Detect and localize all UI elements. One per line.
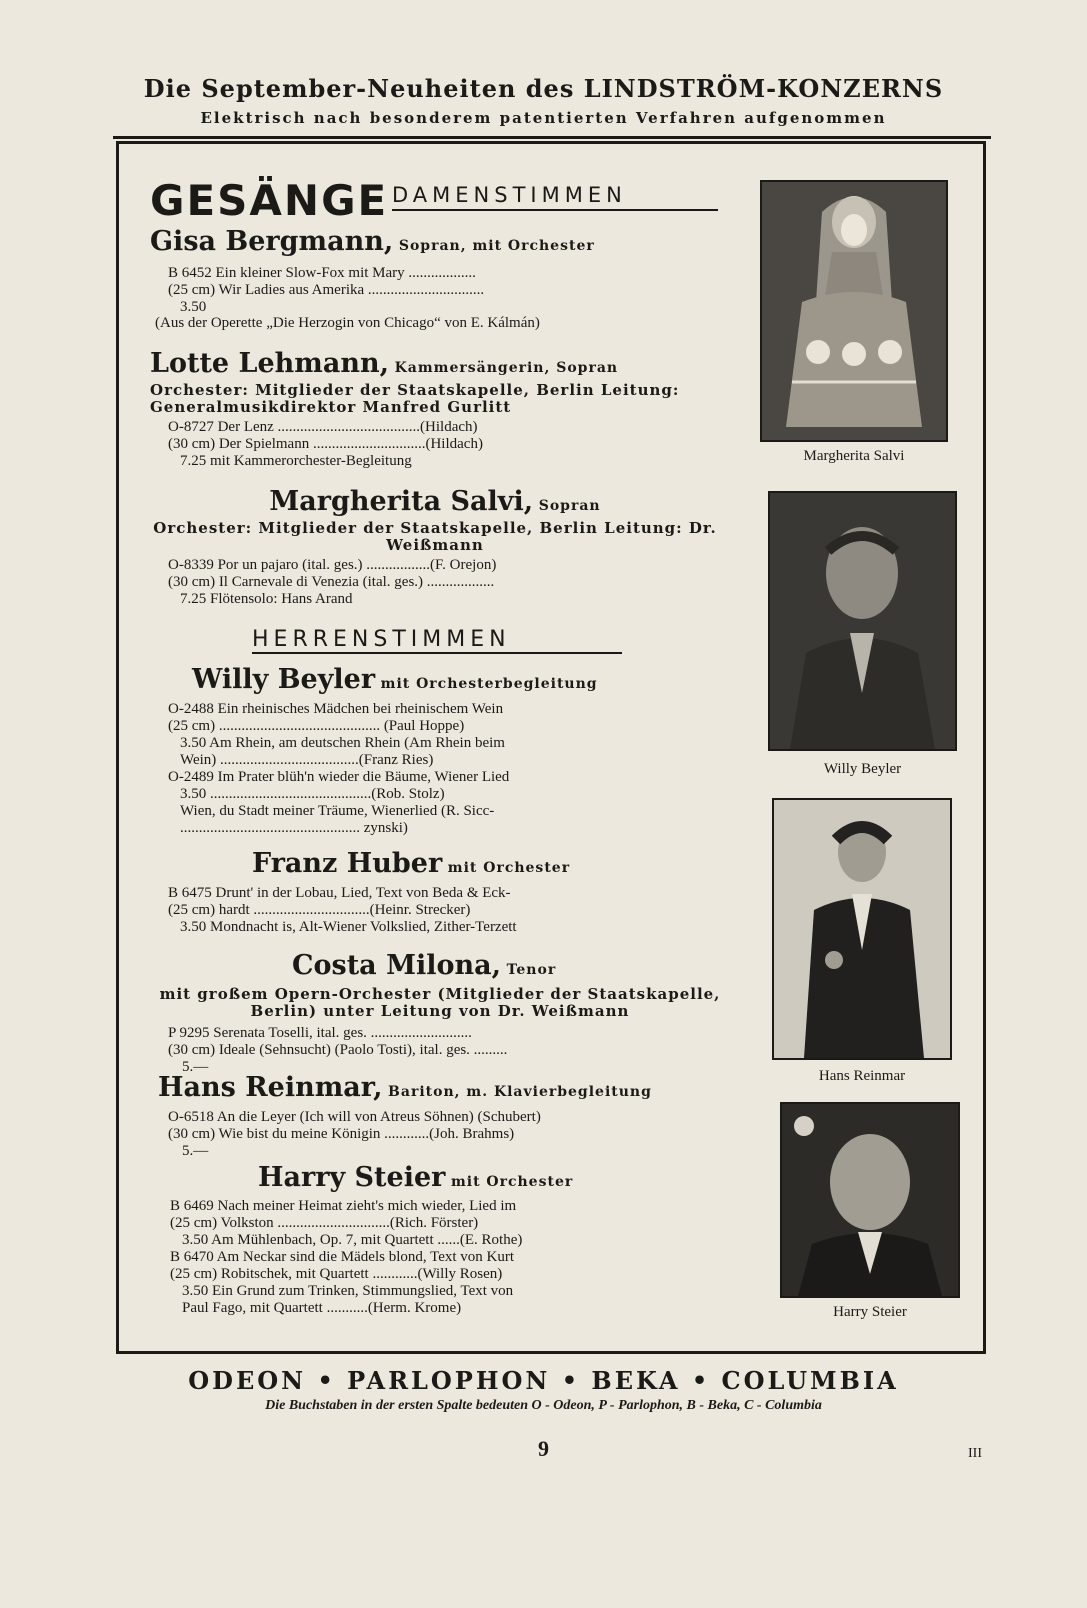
entry-line: O-2489 Im Prater blüh'n wieder die Bäume, Wiener Lied	[168, 769, 510, 785]
entry-line: 3.50 Am Mühlenbach, Op. 7, mit Quartett ......(E. Rothe)	[182, 1232, 523, 1248]
page-number: 9	[538, 1436, 549, 1461]
entry-note: (Aus der Operette „Die Herzogin von Chicago“ von E. Kálmán)	[155, 315, 540, 331]
artist-name: Gisa Bergmann,	[150, 226, 394, 257]
entry-line: (25 cm) Robitschek, mit Quartett ............(Willy Rosen)	[170, 1266, 503, 1282]
entry-line: 7.25 Flötensolo: Hans Arand	[180, 591, 353, 607]
artist-role: Bariton, m. Klavierbegleitung	[388, 1084, 652, 1100]
entry-price: 5.—	[182, 1143, 209, 1159]
entry-line: (25 cm) Volkston ..............................(Rich. Förster)	[170, 1215, 479, 1231]
man-portrait-icon	[774, 800, 950, 1058]
artist-name: Costa Milona,	[292, 950, 501, 981]
entry-line: Wien, du Stadt meiner Träume, Wienerlied (R. Sicc-	[180, 803, 495, 819]
entry-line: 3.50 Am Rhein, am deutschen Rhein (Am Rhein beim	[180, 735, 505, 751]
damenstimmen-heading: DAMENSTIMMEN	[392, 183, 627, 207]
artist-lehmann	[150, 348, 720, 379]
entry-line: O-6518 An die Leyer (Ich will von Atreus Söhnen) (Schubert)	[168, 1109, 541, 1125]
entry-line: (30 cm) Wie bist du meine Königin ............(Joh. Brahms)	[168, 1126, 515, 1142]
top-rule	[113, 136, 991, 139]
photo-caption: Margherita Salvi	[803, 448, 905, 464]
photo-caption: Willy Beyler	[823, 761, 902, 777]
legend-note: Die Buchstaben in der ersten Spalte bedeuten O - Odeon, P - Parlophon, B - Beka, C - Columbia	[265, 1398, 822, 1413]
man-portrait-icon	[782, 1104, 958, 1296]
entry-line: O-8727 Der Lenz ......................................(Hildach)	[168, 419, 478, 435]
photo-caption: Harry Steier	[833, 1304, 907, 1320]
photo-steier	[780, 1102, 960, 1298]
artist-role: mit Orchester	[450, 1174, 574, 1190]
artist-beyler	[192, 664, 762, 695]
artist-orchestra: mit großem Opern-Orchester (Mitglieder der Staatskapelle, Berlin) unter Leitung von Dr. Weißmann	[159, 985, 721, 1020]
artist-role: mit Orchesterbegleitung	[380, 676, 598, 692]
artist-name: Willy Beyler	[192, 664, 376, 695]
section-title: GESÄNGE	[150, 176, 389, 225]
entry-line: 3.50 ...........................................(Rob. Stolz)	[180, 786, 445, 802]
herrenstimmen-rule	[252, 652, 622, 654]
photo-caption: Hans Reinmar	[818, 1068, 906, 1084]
artist-role: Tenor	[506, 962, 557, 978]
photo-reinmar	[772, 798, 952, 1060]
artist-orchestra: Orchester: Mitglieder der Staatskapelle, Berlin Leitung: Generalmusikdirektor Manfred Gurlitt	[150, 381, 680, 416]
entry-line: B 6452 Ein kleiner Slow-Fox mit Mary ..................	[168, 265, 476, 281]
entry-line: O-8339 Por un pajaro (ital. ges.) .................(F. Orejon)	[168, 557, 497, 573]
woman-portrait-icon	[762, 182, 946, 440]
entry-price: 3.50	[180, 299, 207, 315]
entry-line: (25 cm) ........................................... (Paul Hoppe)	[168, 718, 465, 734]
artist-name: Margherita Salvi,	[269, 486, 534, 517]
entry-line: O-2488 Ein rheinisches Mädchen bei rheinischem Wein	[168, 701, 504, 717]
entry-line: B 6475 Drunt' in der Lobau, Lied, Text von Beda & Eck-	[168, 885, 511, 901]
entry-line: B 6470 Am Neckar sind die Mädels blond, Text von Kurt	[170, 1249, 515, 1265]
entry-line: Paul Fago, mit Quartett ...........(Herm. Krome)	[182, 1300, 462, 1316]
artist-orchestra: Orchester: Mitglieder der Staatskapelle, Berlin Leitung: Dr. Weißmann	[153, 519, 717, 554]
photo-beyler	[768, 491, 957, 751]
page-subtitle: Elektrisch nach besonderem patentierten Verfahren aufgenommen	[200, 109, 887, 127]
artist-role: mit Orchester	[447, 860, 571, 876]
artist-salvi	[150, 486, 720, 517]
entry-line: 3.50 Mondnacht is, Alt-Wiener Volkslied, Zither-Terzett	[180, 919, 517, 935]
artist-name: Lotte Lehmann,	[150, 348, 390, 379]
entry-line: B 6469 Nach meiner Heimat zieht's mich wieder, Lied im	[170, 1198, 517, 1214]
entry-line: (25 cm) Wir Ladies aus Amerika ...............................	[168, 282, 485, 298]
entry-line: ................................................ zynski)	[180, 820, 408, 836]
artist-huber	[252, 848, 822, 879]
entry-line: Wein) .....................................(Franz Ries)	[180, 752, 434, 768]
artist-name: Harry Steier	[258, 1162, 446, 1193]
man-portrait-icon	[770, 493, 955, 749]
entry-line: (25 cm) hardt ...............................(Heinr. Strecker)	[168, 902, 471, 918]
artist-steier	[258, 1162, 828, 1193]
record-labels: ODEON • PARLOPHON • BEKA • COLUMBIA	[188, 1366, 899, 1395]
artist-role: Sopran, mit Orchester	[398, 238, 595, 254]
damenstimmen-rule	[392, 209, 718, 211]
entry-line: 3.50 Ein Grund zum Trinken, Stimmungslied, Text von	[182, 1283, 514, 1299]
herrenstimmen-heading: HERRENSTIMMEN	[252, 627, 511, 652]
artist-bergmann	[150, 226, 720, 257]
artist-role: Sopran	[538, 498, 601, 514]
photo-salvi	[760, 180, 948, 442]
entry-price: 5.—	[182, 1059, 209, 1075]
entry-line: 7.25 mit Kammerorchester-Begleitung	[180, 453, 412, 469]
artist-name: Franz Huber	[252, 848, 443, 879]
artist-name: Hans Reinmar,	[158, 1072, 383, 1103]
entry-line: (30 cm) Ideale (Sehnsucht) (Paolo Tosti), ital. ges. .........	[168, 1042, 508, 1058]
entry-line: P 9295 Serenata Toselli, ital. ges. ...........................	[168, 1025, 472, 1041]
entry-line: (30 cm) Il Carnevale di Venezia (ital. ges.) ..................	[168, 574, 495, 590]
page-title: Die September-Neuheiten des LINDSTRÖM-KONZERNS	[143, 74, 944, 103]
artist-reinmar	[158, 1072, 728, 1103]
roman-page-number: III	[968, 1446, 982, 1461]
artist-role: Kammersängerin, Sopran	[394, 360, 619, 376]
entry-line: (30 cm) Der Spielmann ..............................(Hildach)	[168, 436, 483, 452]
